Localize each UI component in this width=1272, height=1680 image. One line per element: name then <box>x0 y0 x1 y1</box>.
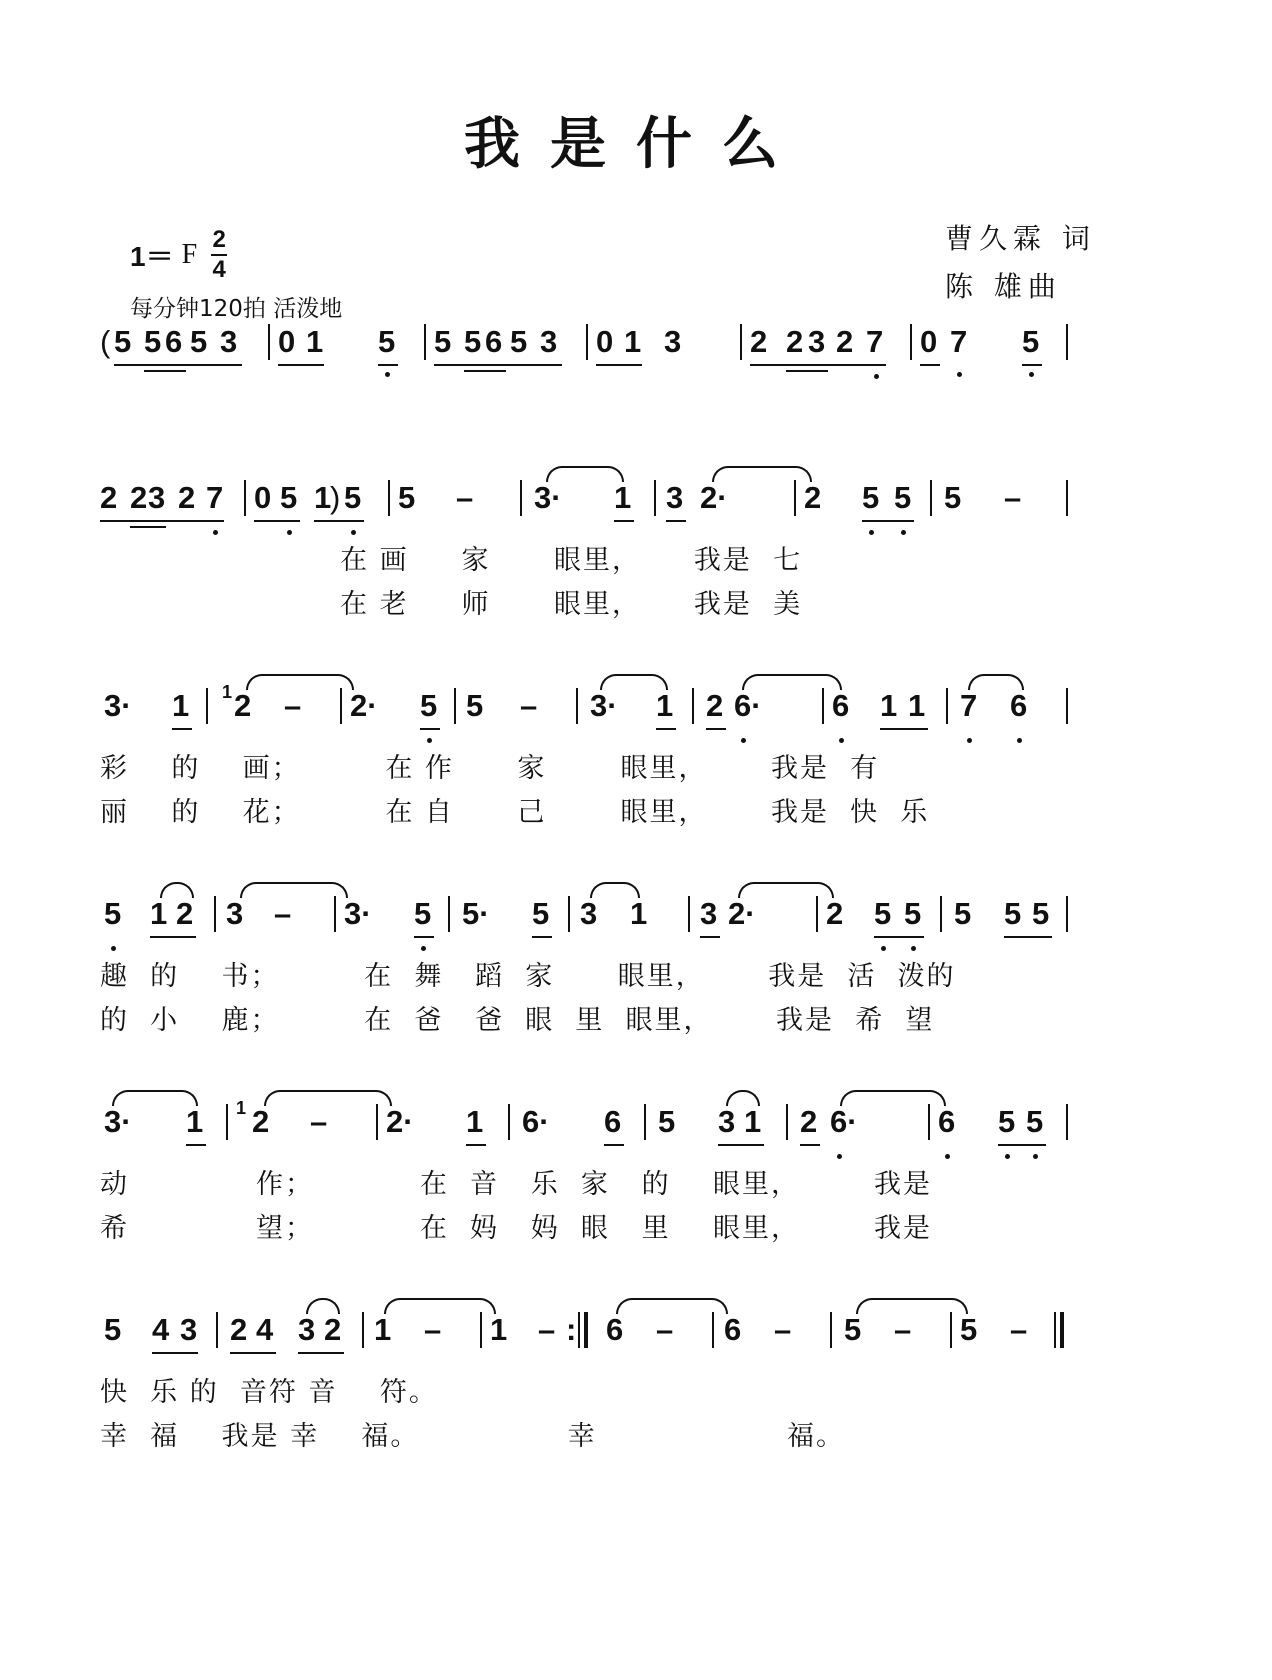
lyric-line-2: 在 老 师 眼里， 我是 美 <box>340 589 803 620</box>
lyricist: 曹久霖 词 <box>945 222 1096 255</box>
key-signature <box>130 228 227 282</box>
time-signature: $\frac{2}{4}$ <box>212 226 226 283</box>
tempo-marking: 每分钟120拍 活泼地 <box>130 296 343 322</box>
lyric-line-2: 丽 的 花； 在 自 己 眼里， 我是 快 乐 <box>100 797 930 828</box>
key-label: 1＝ <box>130 241 174 272</box>
lyric-line-1: 在 画 家 眼里， 我是 七 <box>340 545 803 576</box>
lyric-line-1: 趣 的 书； 在 舞 蹈 家 眼里， 我是 活 泼的 <box>100 961 956 992</box>
lyric-line-1: 动 作； 在 音 乐 家 的 眼里， 我是 <box>100 1169 933 1200</box>
composer: 陈 雄曲 <box>945 270 1062 303</box>
lyric-line-1: 快 乐 的 音符 音 符。 <box>100 1377 438 1408</box>
lyric-line-2: 希 望； 在 妈 妈 眼 里 眼里， 我是 <box>100 1213 933 1244</box>
key-tonic: F <box>181 239 198 270</box>
song-title: 我是什么 <box>464 111 808 177</box>
lyric-line-2: 幸 福 我是 幸 福。 幸 福。 <box>100 1421 846 1452</box>
lyric-line-1: 彩 的 画； 在 作 家 眼里， 我是 有 <box>100 753 880 784</box>
lyric-line-2: 的 小 鹿； 在 爸 爸 眼 里 眼里， 我是 希 望 <box>100 1005 935 1036</box>
credits <box>945 215 1096 311</box>
